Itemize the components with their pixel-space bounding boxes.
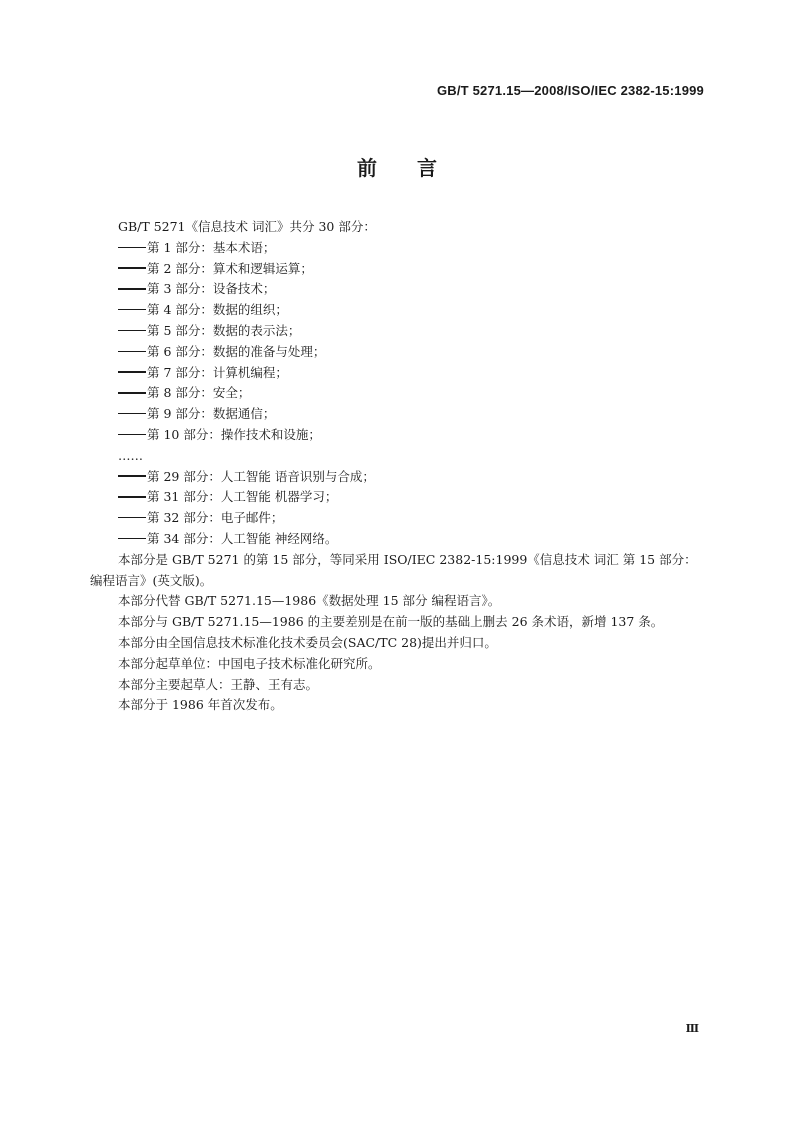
list-item-text: 第 31 部分：人工智能 机器学习； (147, 489, 338, 505)
replacement-paragraph: 本部分代替 GB/T 5271.15—1986《数据处理 15 部分 编程语言》。 (118, 593, 501, 609)
dash-mark (118, 351, 146, 353)
list-item (90, 508, 706, 529)
list-item-text: 第 5 部分：数据的表示法； (147, 322, 301, 338)
list-item (90, 487, 706, 508)
dash-mark (118, 330, 146, 332)
list-item (90, 404, 706, 425)
first-release-paragraph: 本部分于 1986 年首次发布。 (118, 697, 283, 713)
preface-body (90, 217, 706, 716)
dash-mark (118, 267, 146, 269)
dash-mark (118, 247, 146, 249)
dash-mark (118, 496, 146, 498)
list-item-text: 第 2 部分：算术和逻辑运算； (147, 260, 313, 276)
proposer-paragraph: 本部分由全国信息技术标准化技术委员会(SAC/TC 28)提出并归口。 (118, 634, 497, 650)
dash-mark (118, 475, 146, 477)
list-item (90, 300, 706, 321)
intro-paragraph: GB/T 5271《信息技术 词汇》共分 30 部分： (118, 219, 376, 234)
list-item (90, 238, 706, 259)
list-item (90, 425, 706, 446)
list-item-text: 第 6 部分：数据的准备与处理； (147, 343, 326, 359)
list-item (90, 529, 706, 550)
list-item (90, 363, 706, 384)
list-item-text: 第 32 部分：电子邮件； (147, 510, 284, 526)
dash-mark (118, 413, 146, 415)
list-item-text: 第 1 部分：基本术语； (147, 239, 276, 255)
list-item (90, 259, 706, 280)
drafters-paragraph: 本部分主要起草人：王静、王有志。 (118, 676, 319, 692)
page-title-char-1: 前 (357, 156, 377, 180)
standard-number-header: GB/T 5271.15—2008/ISO/IEC 2382-15:1999 (436, 83, 704, 98)
list-item (90, 279, 706, 300)
list-item-text: 第 34 部分：人工智能 神经网络。 (147, 530, 338, 546)
dash-mark (118, 517, 146, 519)
adoption-paragraph: 本部分是 GB/T 5271 的第 15 部分，等同采用 ISO/IEC 2382-15:1999《信息技术 词汇 第 15 部分：编程语言》(英文版)。 (90, 551, 697, 588)
dash-mark (118, 434, 146, 436)
list-item-text: 第 9 部分：数据通信； (147, 406, 276, 422)
list-item-text: 第 3 部分：设备技术； (147, 281, 276, 297)
dash-mark (118, 371, 146, 373)
page-number: Ⅲ (685, 1022, 698, 1035)
dash-mark (118, 309, 146, 311)
dash-mark (118, 538, 146, 540)
list-item-text: 第 8 部分：安全； (147, 385, 251, 401)
page-title-char-2: 言 (417, 156, 437, 180)
list-item (90, 467, 706, 488)
list-item (90, 383, 706, 404)
list-item-text: 第 29 部分：人工智能 语音识别与合成； (147, 468, 375, 484)
drafting-unit-paragraph: 本部分起草单位：中国电子技术标准化研究所。 (118, 655, 381, 671)
changes-paragraph: 本部分与 GB/T 5271.15—1986 的主要差别是在前一版的基础上删去 26 条术语，新增 137 条。 (118, 614, 664, 630)
list-item (90, 321, 706, 342)
dash-mark (118, 288, 146, 290)
list-item-text: 第 10 部分：操作技术和设施； (147, 426, 321, 442)
list-item-text: 第 7 部分：计算机编程； (147, 364, 288, 380)
page-title (0, 152, 794, 181)
list-item-text: 第 4 部分：数据的组织； (147, 302, 288, 318)
list-ellipsis: …… (118, 447, 143, 463)
list-item (90, 342, 706, 363)
dash-mark (118, 392, 146, 394)
